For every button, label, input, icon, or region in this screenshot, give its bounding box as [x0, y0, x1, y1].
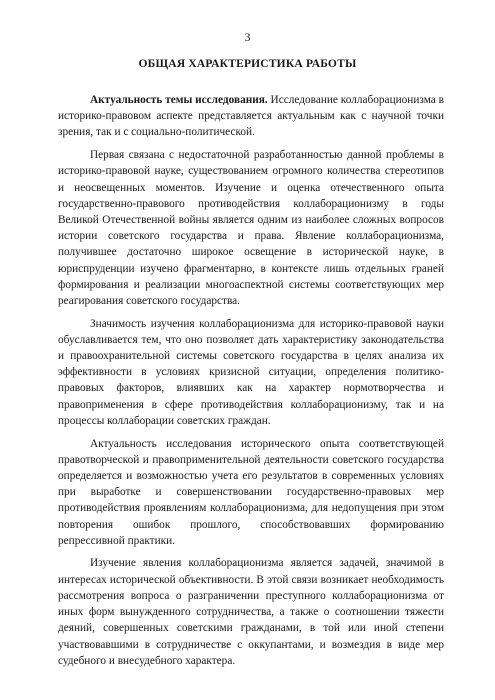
section-title: ОБЩАЯ ХАРАКТЕРИСТИКА РАБОТЫ — [138, 58, 357, 70]
body-text — [58, 92, 444, 675]
paragraph-objectivity: Изучение явления коллаборационизма является задачей, значимой в интересах исторической объективности. В этой связи возникает необходимость рассмотрения вопроса о разграничении преступного коллаборационизма от иных форм вынужденного сотрудничества, а также о соотношении тяжести деяний, совершенных советскими гражданами, в той или иной степени участвовавшими в сотрудничестве с оккупантами, и возмездия в виде мер судебного и внесудебного характера. — [58, 557, 444, 667]
paragraph-scientific: Первая связана с недостаточной разработанностью данной проблемы в историко-правовой науке, существованием огромного количества стереотипов и неосвещенных моментов. Изучение и оценка отечественного опыта государственно-правового противодействия коллаборационизму в годы Великой Отечественной войны является одним из наиболее сложных вопросов истории советского государства и права. Явление коллаборационизма, получившее достаточно широкое освещение в исторической науке, в юриспруденции изучено фрагментарно, в контексте лишь отдельных граней формирования и реализации многоаспектной системы соответствующих мер реагирования советского государства. — [58, 149, 444, 307]
page-number: 3 — [244, 30, 251, 44]
paragraph-significance: Значимость изучения коллаборационизма для историко-правовой науки обуславливается тем, что оно позволяет дать характеристику законодательства и правоохранительной системы советского государства в целях анализа их эффективности в условиях кризисной ситуации, определения политико-правовых факторов, влиявших как на характер нормотворчества и правоприменения в сфере противодействия коллаборационизму, так и на процессы коллаборации советских граждан. — [58, 317, 444, 427]
paragraph-relevance — [58, 92, 444, 141]
paragraph-text: Исследование коллаборационизма в историко-правовом аспекте представляется актуальным как с научной точки зрения, так и с социально-политической. — [58, 94, 444, 139]
paragraph-lead: Актуальность темы исследования. — [90, 94, 268, 106]
paragraph-practical: Актуальность исследования исторического опыта соответствующей правотворческой и правоприменительной деятельности советского государства определяется и возможностью учета его результатов в современных условиях при выработке и совершенствовании государственно-правовых мер противодействия проявлениям коллаборационизма, для недопущения при этом повторения ошибок прошлого, способствовавших формированию репрессивной практики. — [58, 437, 444, 547]
